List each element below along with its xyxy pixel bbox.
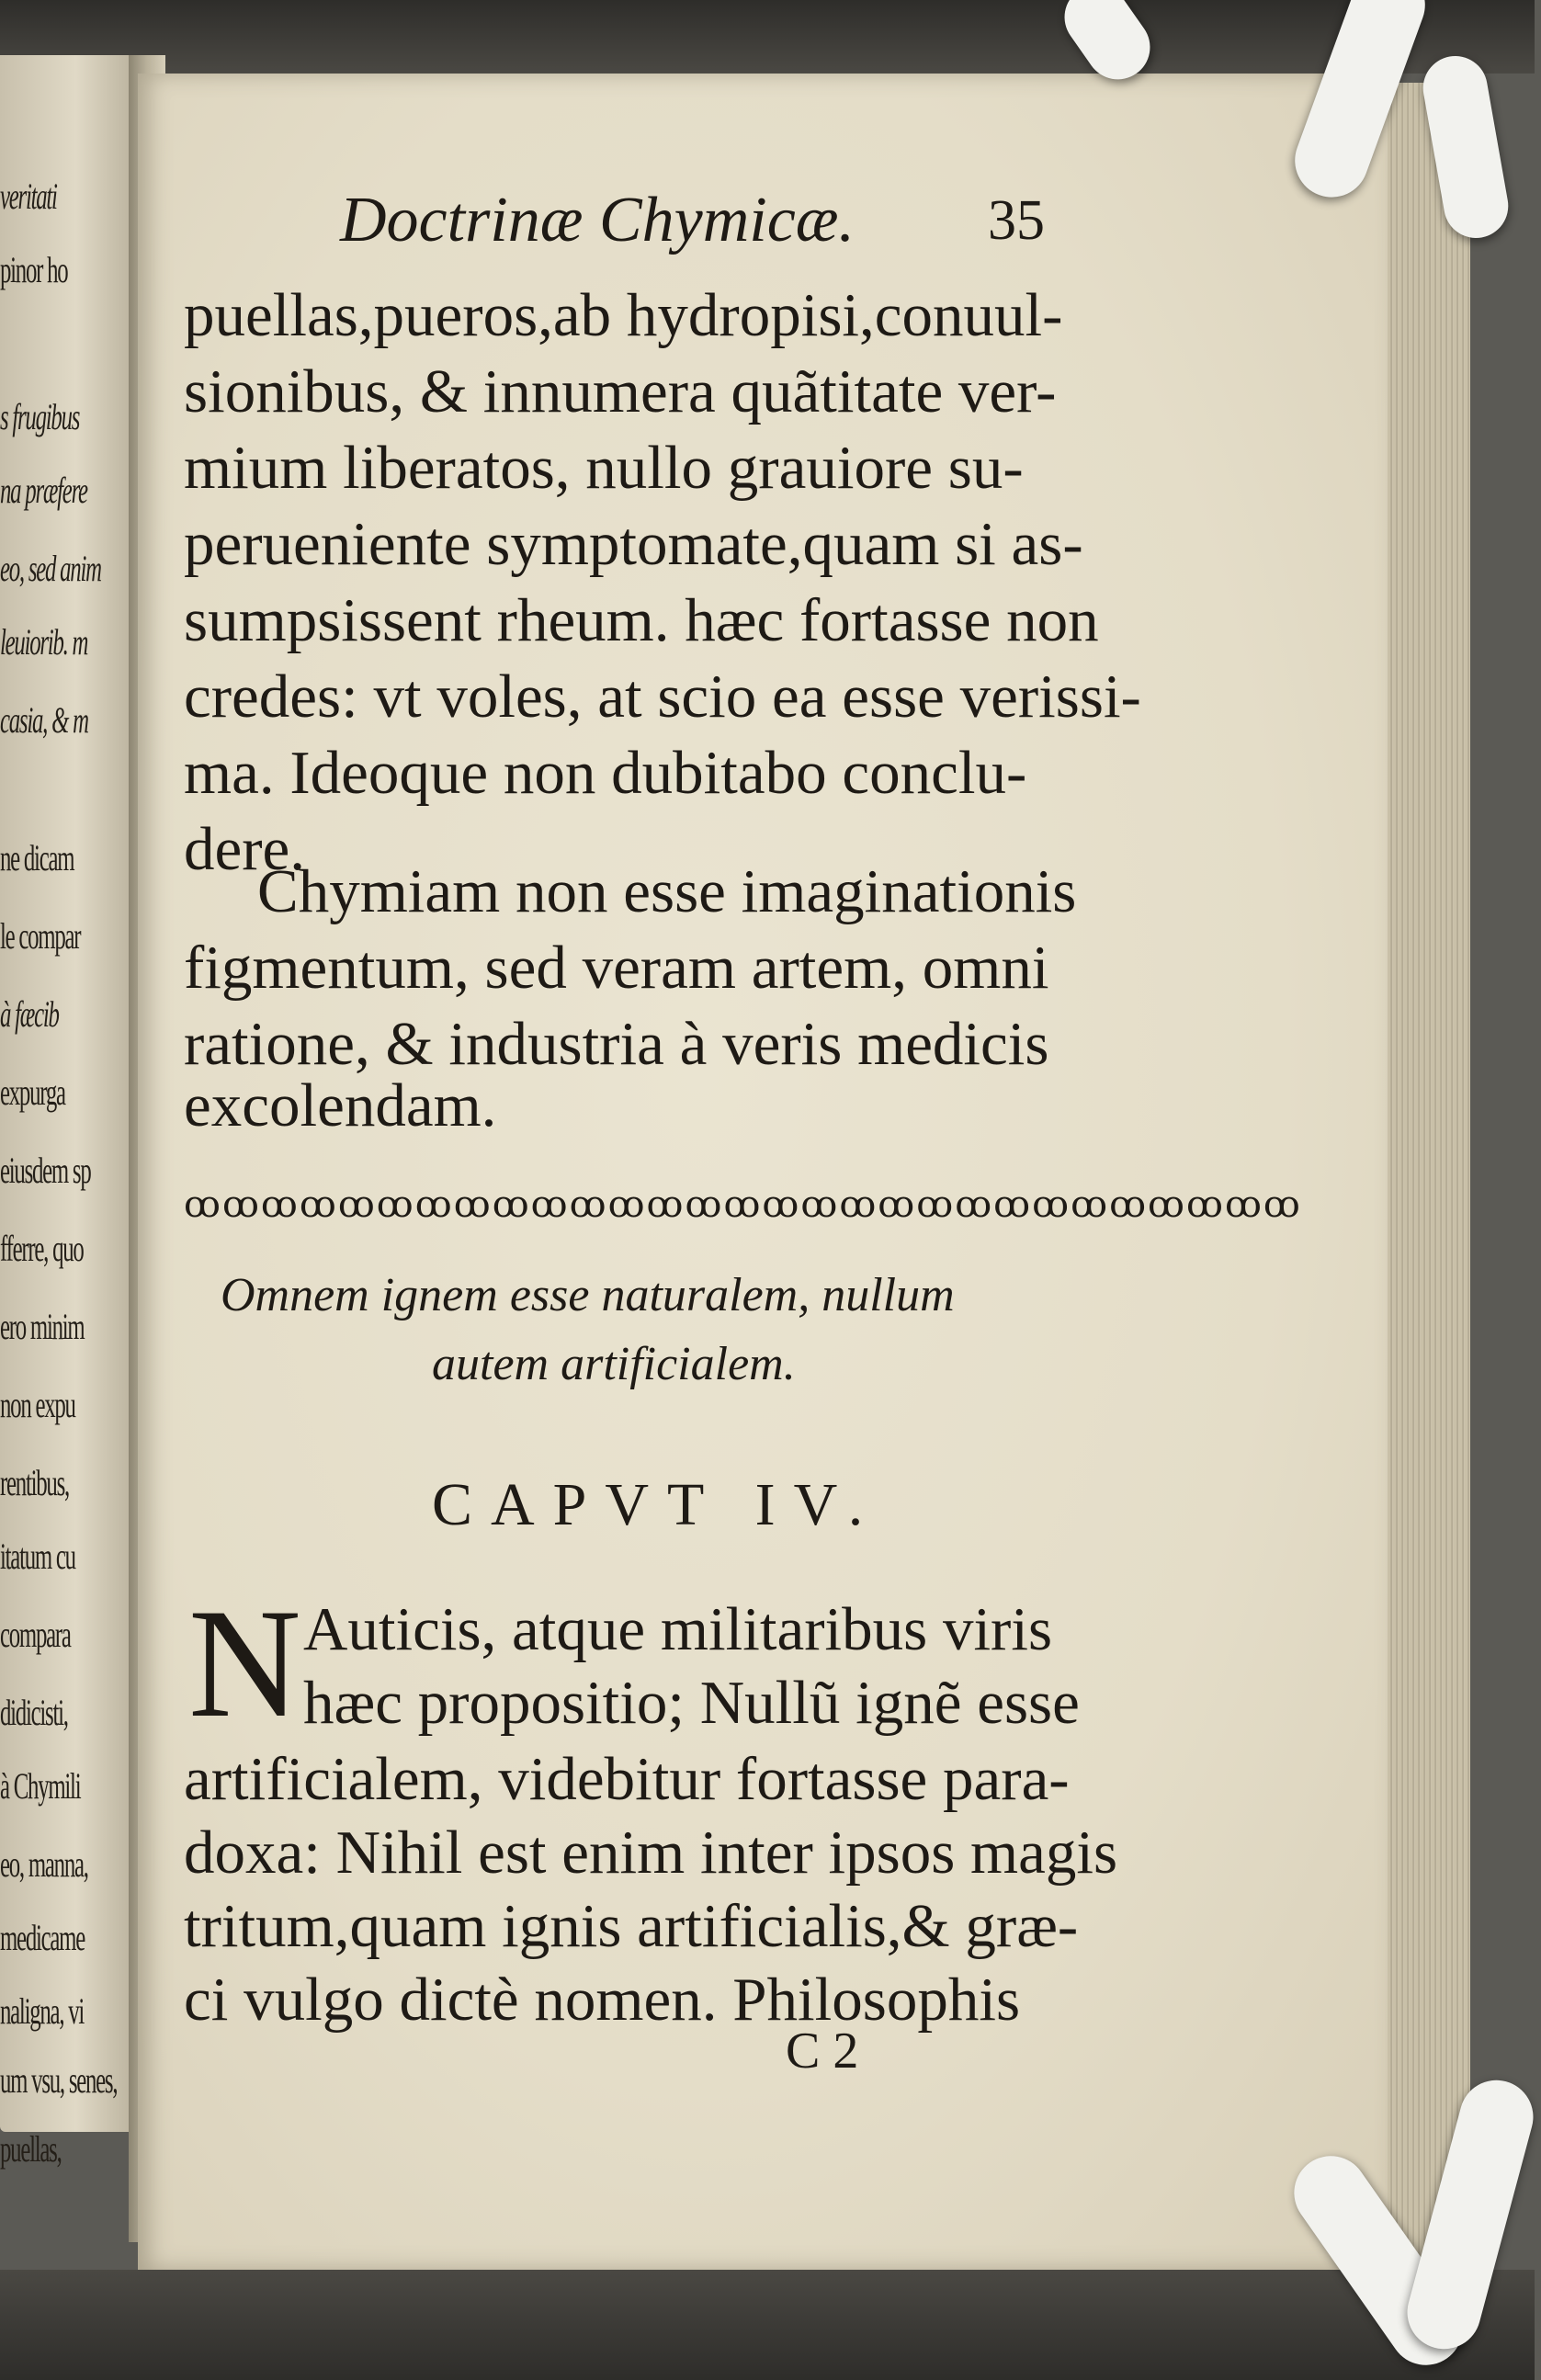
left-page-line: itatum cu xyxy=(0,1536,75,1577)
body-line: ratione, & industria à veris medicis xyxy=(184,1010,1049,1078)
left-page-line: medicame xyxy=(0,1917,85,1958)
left-page-line: casia, & m xyxy=(0,699,88,741)
body-line: figmentum, sed veram artem, omni xyxy=(184,934,1049,1002)
page-number: 35 xyxy=(988,189,1045,252)
left-page-line: fferre, quo xyxy=(0,1228,84,1269)
left-page-line: à fæcib xyxy=(0,993,59,1035)
book-cover-top xyxy=(0,0,1535,74)
left-page-line: non expu xyxy=(0,1384,75,1425)
body-line: Chymiam non esse imaginationis xyxy=(257,857,1077,925)
left-page-line: eo, sed anim xyxy=(0,548,101,589)
left-page-line: pinor ho xyxy=(0,249,68,290)
body-line: ma. Ideoque non dubitabo conclu- xyxy=(184,739,1027,807)
left-page xyxy=(0,55,138,2170)
left-page-line: s frugibus xyxy=(0,396,80,437)
running-title: Doctrinæ Chymicæ. xyxy=(340,185,855,255)
left-page-line: à Chymili xyxy=(0,1765,81,1807)
left-page-line: compara xyxy=(0,1614,71,1655)
left-page-line: veritati xyxy=(0,176,57,217)
left-page-line: rentibus, xyxy=(0,1462,69,1503)
chapter-line: ci vulgo dictè nomen. Philosophis xyxy=(184,1966,1021,2034)
left-page-line: puellas, xyxy=(0,2128,62,2170)
chapter-line: hæc propositio; Nullũ ignẽ esse xyxy=(303,1669,1080,1737)
body-line: puellas,pueros,ab hydropisi,conuul- xyxy=(184,281,1063,349)
chapter-heading: CAPVT IV. xyxy=(432,1471,882,1538)
left-page-line: ero minim xyxy=(0,1306,85,1347)
chapter-line: tritum,quam ignis artificialis,& græ- xyxy=(184,1892,1079,1960)
left-page-line: ne dicam xyxy=(0,837,74,878)
body-line: sumpsissent rheum. hæc fortasse non xyxy=(184,586,1099,654)
signature-mark: C 2 xyxy=(786,2023,859,2080)
chapter-line: doxa: Nihil est enim inter ipsos magis xyxy=(184,1819,1118,1887)
left-page-line: na præfere xyxy=(0,470,87,511)
chapter-line: Auticis, atque militaribus viris xyxy=(303,1595,1053,1663)
body-line: credes: vt voles, at scio ea esse verissi- xyxy=(184,663,1141,731)
left-page-line: eiusdem sp xyxy=(0,1150,91,1191)
left-page-line: expurga xyxy=(0,1071,65,1113)
chapter-title-line: autem artificialem. xyxy=(432,1338,796,1390)
body-line: sionibus, & innumera quãtitate ver- xyxy=(184,357,1057,425)
left-page-line: um vsu, senes, xyxy=(0,2059,118,2101)
body-line: excolendam. xyxy=(184,1071,497,1139)
chapter-title-line: Omnem ignem esse naturalem, nullum xyxy=(221,1269,955,1321)
body-line: mium liberatos, nullo grauiore su- xyxy=(184,434,1024,502)
left-page-line: le compar xyxy=(0,915,81,957)
left-page-line: naligna, vi xyxy=(0,1990,85,2032)
left-page-line: didicisti, xyxy=(0,1692,68,1733)
ornamental-rule: ꝏꝏꝏꝏꝏꝏꝏꝏꝏꝏꝏꝏꝏꝏꝏꝏꝏꝏꝏꝏꝏꝏꝏꝏꝏꝏꝏꝏꝏ xyxy=(184,1184,1302,1226)
drop-cap: N xyxy=(188,1577,301,1750)
body-line: perueniente symptomate,quam si as- xyxy=(184,510,1083,578)
body-line: dere. xyxy=(184,815,306,883)
left-page-line: leuiorib. m xyxy=(0,621,88,663)
left-page-line: eo, manna, xyxy=(0,1843,88,1885)
chapter-line: artificialem, videbitur fortasse para- xyxy=(184,1745,1070,1813)
book-cover-bottom xyxy=(0,2270,1535,2380)
